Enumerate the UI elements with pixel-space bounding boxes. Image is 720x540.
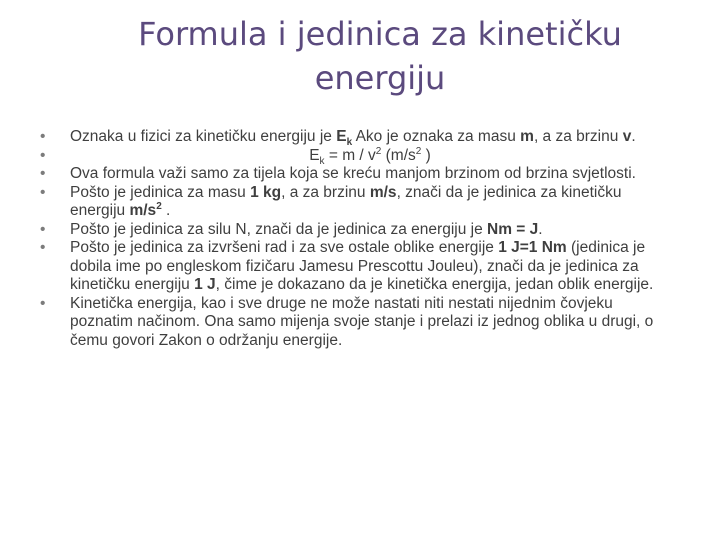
bullet-text: . bbox=[161, 202, 171, 219]
bullet-text: Pošto je jedinica za izvršeni rad i za sve ostale oblike energije bbox=[70, 239, 499, 256]
bullet-bold: Nm = J bbox=[487, 220, 539, 238]
bullet-subscript: k bbox=[346, 137, 353, 149]
formula-superscript: 2 bbox=[375, 145, 382, 157]
bullet-text: (jedinica je dobila ime po engleskom fizičaru Jamesu Prescottu Jouleu), znači da je jedinica za kinetičku energiju bbox=[70, 239, 646, 293]
formula-text: (m/s bbox=[381, 146, 416, 164]
formula-subscript: k bbox=[319, 155, 325, 167]
bullet-bold: 1 J=1 Nm bbox=[498, 239, 567, 256]
bullet-bold: m/s bbox=[369, 183, 397, 201]
bullet-bold: v bbox=[622, 128, 632, 145]
formula-text: = m / v bbox=[324, 146, 376, 164]
bullet-item bbox=[40, 221, 670, 240]
bullet-text: , a za brzinu bbox=[533, 128, 623, 145]
bullet-text: Ova formula važi samo za tijela koja se kreću manjom brzinom od brzina svjetlosti. bbox=[70, 165, 636, 182]
bullet-item bbox=[40, 295, 670, 351]
bullet-item bbox=[40, 184, 670, 221]
bullet-text: , čime je dokazano da je kinetička energija, jedan oblik energije. bbox=[215, 276, 654, 293]
bullet-bold: m/s bbox=[129, 202, 157, 219]
bullet-bold: 1 J bbox=[194, 276, 216, 293]
bullet-item bbox=[40, 239, 670, 295]
bullet-text: Kinetička energija, kao i sve druge ne može nastati niti nestati nijednim čovjeku poznatim načinom. Ona samo mijenja svoje stanje i prelazi iz jednog oblika u drugi, o čemu govori Zakon o održanju energije. bbox=[70, 294, 654, 349]
bullet-text: Pošto je jedinica za masu bbox=[70, 183, 251, 201]
bullet-text: Ako je oznaka za masu bbox=[352, 128, 521, 145]
bullet-superscript: 2 bbox=[156, 200, 162, 212]
formula-superscript: 2 bbox=[415, 145, 422, 157]
formula-text: ) bbox=[421, 146, 431, 164]
title-line-2: energiju bbox=[314, 59, 446, 97]
bullet-list bbox=[40, 128, 670, 350]
bullet-bold: m bbox=[520, 128, 534, 145]
formula-line bbox=[70, 147, 670, 166]
bullet-item bbox=[40, 165, 670, 184]
bullet-item bbox=[40, 147, 670, 166]
slide-title bbox=[110, 12, 650, 100]
bullet-text: , znači da je jedinica za kinetičku energiju bbox=[70, 183, 622, 219]
bullet-bold: E bbox=[336, 128, 347, 145]
bullet-text: Pošto je jedinica za silu N, znači da je jedinica za energiju je bbox=[70, 220, 488, 238]
bullet-text: . bbox=[631, 128, 636, 145]
formula-text: E bbox=[309, 146, 320, 164]
title-line-1: Formula i jedinica za kinetičku bbox=[138, 15, 622, 53]
bullet-item bbox=[40, 128, 670, 147]
bullet-bold: 1 kg bbox=[250, 183, 282, 201]
bullet-text: Oznaka u fizici za kinetičku energiju je bbox=[70, 128, 337, 145]
bullet-text: , a za brzinu bbox=[281, 183, 370, 201]
bullet-text: . bbox=[538, 220, 543, 238]
